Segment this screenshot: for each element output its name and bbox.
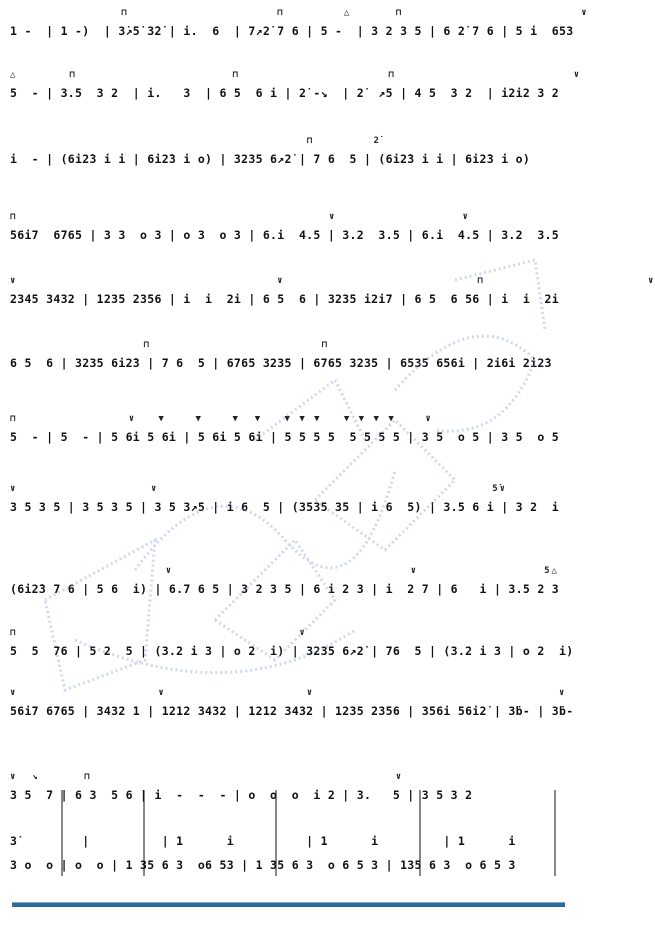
articulation-marks: ⊓ ⊓ △ ⊓ ∨ xyxy=(10,8,589,18)
notation-text: 5 - | 5 - | 5 6i 5 6i | 5 6i 5 6i | 5 5 5 5 5 5 5 5 | 3 5 o 5 | 3 5 o 5 xyxy=(10,430,559,444)
score-line-4 xyxy=(0,212,580,252)
score-line-9 xyxy=(0,566,580,606)
notation-text: 3̇ | | 1 i | 1 i | 1 i xyxy=(10,834,516,848)
notation-text: 3 5 7 | 6 3 5 6 | i - - - | o o o i 2 | 3. 5 | 3 5 3 2 xyxy=(10,788,473,802)
articulation-marks: ∨ ∨ ⊓ ∨ xyxy=(10,276,655,286)
notation-text: 3 5 3 5 | 3 5 3 5 | 3 5 3↗5 | i 6 5 | (3535 35 | i 6 5) | 3.5 6 i | 3 2 i xyxy=(10,500,559,514)
notation-text: 56i7 6765 | 3432 1 | 1212 3432 | 1212 3432 | 1235 2356 | 356i 56i2̇ | 3ḃ- | 3ḃ- xyxy=(10,704,574,718)
score-line-5 xyxy=(0,276,655,316)
score-line-6 xyxy=(0,340,580,380)
notation-text: 5 5 76 | 5 2 5 | (3.2 i 3 | o 2 i) | 3235 6↗2̇ | 76 5 | (3.2 i 3 | o 2 i) xyxy=(10,644,574,658)
notation-text: 3 o o | o o | 1 35 6 3 o6 53 | 1 35 6 3 o 6 5 3 | 135 6 3 o 6 5 3 xyxy=(10,858,516,872)
notation-text: 6 5 6 | 3235 6i2̇3 | 7 6 5 | 6765 3235 | 6765 3235 | 6535 656i | 2i6i 2i2̇3 xyxy=(10,356,552,370)
score-line-3 xyxy=(0,136,580,176)
notation-text: 56i7 6765 | 3 3 o 3 | o 3 o 3 | 6.i 4.5 | 3.2 3.5 | 6.i 4.5 | 3.2 3.5 xyxy=(10,228,559,242)
score-line-11 xyxy=(0,688,580,728)
notation-text: i - | (6i2̇3 i i | 6i2̇3 i o) | 3235 6↗2̇ | 7 6 5 | (6i2̇3 i i | 6i2̇3 i o) xyxy=(10,152,531,166)
articulation-marks: ⊓ ⊓ xyxy=(10,340,329,350)
notation-text: 5 - | 3.5 3 2 | i. 3 | 6 5 6 i | 2̇ -↘ | 2̇ ↗5 | 4 5 3 2 | i2i2 3 2 xyxy=(10,86,559,100)
system-barlines xyxy=(0,780,580,880)
footer-rule xyxy=(12,902,565,907)
score-line-1 xyxy=(0,8,589,48)
score-line-7 xyxy=(0,414,580,454)
articulation-marks: △ ⊓ ⊓ ⊓ ∨ xyxy=(10,70,582,80)
articulation-marks: ∨ ↘ ⊓ ∨ xyxy=(10,772,404,782)
notation-text: 2345 3432 | 1235 2356 | i i 2i | 6 5 6 | 3235 i2i7 | 6 5 6 56 | i i 2i xyxy=(10,292,559,306)
articulation-marks: ⊓ ∨ xyxy=(10,628,307,638)
notation-text: 1 - | 1 -) | 3̇↗5̇ 3̇2̇ | i. 6 | 7↗2̇ 7 6 | 5 - | 3 2 3 5 | 6 2̇ 7 6 | 5 i 653 xyxy=(10,24,574,38)
notation-text: (6i2̇3 7 6 | 5 6 i) | 6.7 6 5 | 3 2 3 5 | 6 i 2 3 | i 2 7 | 6 i | 3.5 2 3 xyxy=(10,582,559,596)
score-line-8 xyxy=(0,484,580,524)
articulation-marks: ⊓ 2̇ xyxy=(10,136,381,146)
articulation-marks: ∨ ∨ 5̇∨ xyxy=(10,484,508,494)
articulation-marks: ∨ ∨ ∨ ∨ xyxy=(10,688,567,698)
score-line-2 xyxy=(0,70,580,110)
articulation-marks: ⊓ ∨ ▼ ▼ ▼ ▼ ▼ ▼ ▼ ▼ ▼ ▼ ▼ ∨ xyxy=(10,414,433,424)
articulation-marks: ⊓ ∨ ∨ xyxy=(10,212,470,222)
score-line-10 xyxy=(0,628,580,668)
articulation-marks: ∨ ∨ 5△ xyxy=(10,566,559,576)
